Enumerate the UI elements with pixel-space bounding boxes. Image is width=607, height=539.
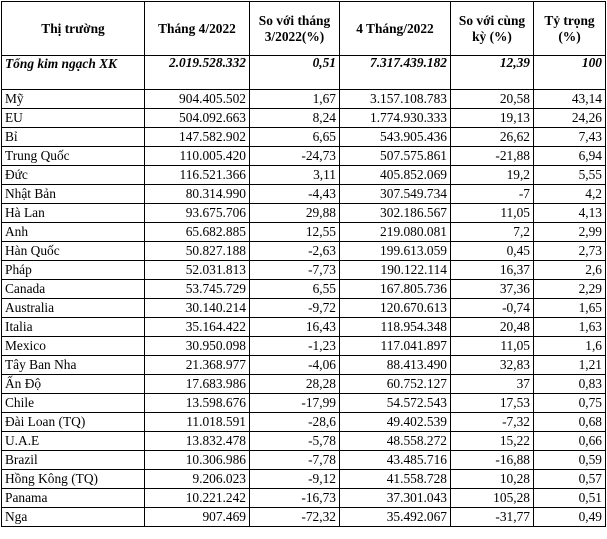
share-cell: 4,2	[534, 185, 606, 204]
month-value-cell: 116.521.366	[145, 166, 250, 185]
vs-period-cell: 20,48	[451, 318, 534, 337]
market-name-cell: Mỹ	[2, 90, 145, 109]
month-value-cell: 904.405.502	[145, 90, 250, 109]
share-cell: 4,13	[534, 204, 606, 223]
share-cell: 2,73	[534, 242, 606, 261]
four-month-value-cell: 43.485.716	[340, 451, 451, 470]
market-name-cell: Hàn Quốc	[2, 242, 145, 261]
four-month-value-cell: 117.041.897	[340, 337, 451, 356]
market-name-cell: Pháp	[2, 261, 145, 280]
vs-month-cell: -1,23	[250, 337, 340, 356]
table-row	[2, 223, 606, 242]
month-value-cell: 13.598.676	[145, 394, 250, 413]
market-name-cell: Tây Ban Nha	[2, 356, 145, 375]
share-cell: 2,99	[534, 223, 606, 242]
month-value-cell: 9.206.023	[145, 470, 250, 489]
vs-period-cell: 32,83	[451, 356, 534, 375]
table-row	[2, 489, 606, 508]
vs-period-cell: 0,45	[451, 242, 534, 261]
month-value-cell: 52.031.813	[145, 261, 250, 280]
market-name-cell: Mexico	[2, 337, 145, 356]
market-name-cell: Hà Lan	[2, 204, 145, 223]
month-value-cell: 65.682.885	[145, 223, 250, 242]
market-name-cell: Australia	[2, 299, 145, 318]
share-cell: 0,49	[534, 508, 606, 527]
share-cell: 0,66	[534, 432, 606, 451]
table-row	[2, 318, 606, 337]
table-row	[2, 90, 606, 109]
market-name-cell: Canada	[2, 280, 145, 299]
market-name-cell: Panama	[2, 489, 145, 508]
header-4-months-2022: 4 Tháng/2022	[340, 2, 451, 56]
market-name-cell: Anh	[2, 223, 145, 242]
vs-month-cell: -28,6	[250, 413, 340, 432]
vs-month-cell: -16,73	[250, 489, 340, 508]
table-row	[2, 280, 606, 299]
market-name-cell: Nhật Bản	[2, 185, 145, 204]
share-cell: 1,63	[534, 318, 606, 337]
vs-month-cell: 29,88	[250, 204, 340, 223]
four-month-value-cell: 37.301.043	[340, 489, 451, 508]
vs-month-cell: -9,12	[250, 470, 340, 489]
vs-month-cell: -4,06	[250, 356, 340, 375]
four-month-value-cell: 405.852.069	[340, 166, 451, 185]
share-cell: 0,68	[534, 413, 606, 432]
four-month-value-cell: 48.558.272	[340, 432, 451, 451]
share-cell: 24,26	[534, 109, 606, 128]
share-cell: 1,6	[534, 337, 606, 356]
vs-period-cell: -21,88	[451, 147, 534, 166]
month-value-cell: 11.018.591	[145, 413, 250, 432]
vs-month-cell: 8,24	[250, 109, 340, 128]
four-month-value-cell: 507.575.861	[340, 147, 451, 166]
table-row	[2, 470, 606, 489]
vs-period-cell: -7	[451, 185, 534, 204]
share-cell: 0,75	[534, 394, 606, 413]
share-cell: 1,21	[534, 356, 606, 375]
four-month-value-cell: 302.186.567	[340, 204, 451, 223]
share-cell: 0,57	[534, 470, 606, 489]
month-value-cell: 30.950.098	[145, 337, 250, 356]
share-cell: 1,65	[534, 299, 606, 318]
vs-period-cell: 37,36	[451, 280, 534, 299]
vs-month-cell: -5,78	[250, 432, 340, 451]
vs-period-cell: -16,88	[451, 451, 534, 470]
four-month-value-cell: 167.805.736	[340, 280, 451, 299]
share-cell: 7,43	[534, 128, 606, 147]
vs-month-cell: 1,67	[250, 90, 340, 109]
vs-month-cell: 6,65	[250, 128, 340, 147]
header-row	[2, 2, 606, 56]
vs-period-cell: 11,05	[451, 204, 534, 223]
total-4-months: 7.317.439.182	[340, 56, 451, 90]
four-month-value-cell: 307.549.734	[340, 185, 451, 204]
vs-month-cell: -4,43	[250, 185, 340, 204]
market-name-cell: Đài Loan (TQ)	[2, 413, 145, 432]
vs-period-cell: -7,32	[451, 413, 534, 432]
total-row	[2, 56, 606, 90]
market-name-cell: Brazil	[2, 451, 145, 470]
table-row	[2, 394, 606, 413]
table-row	[2, 166, 606, 185]
total-month-value: 2.019.528.332	[145, 56, 250, 90]
market-name-cell: Italia	[2, 318, 145, 337]
share-cell: 5,55	[534, 166, 606, 185]
table-row	[2, 185, 606, 204]
vs-month-cell: 16,43	[250, 318, 340, 337]
four-month-value-cell: 35.492.067	[340, 508, 451, 527]
table-row	[2, 109, 606, 128]
month-value-cell: 110.005.420	[145, 147, 250, 166]
four-month-value-cell: 543.905.436	[340, 128, 451, 147]
share-cell: 2,6	[534, 261, 606, 280]
four-month-value-cell: 60.752.127	[340, 375, 451, 394]
header-market: Thị trường	[2, 2, 145, 56]
month-value-cell: 907.469	[145, 508, 250, 527]
four-month-value-cell: 118.954.348	[340, 318, 451, 337]
four-month-value-cell: 219.080.081	[340, 223, 451, 242]
four-month-value-cell: 41.558.728	[340, 470, 451, 489]
month-value-cell: 50.827.188	[145, 242, 250, 261]
market-name-cell: Trung Quốc	[2, 147, 145, 166]
month-value-cell: 30.140.214	[145, 299, 250, 318]
market-name-cell: Bỉ	[2, 128, 145, 147]
share-cell: 6,94	[534, 147, 606, 166]
vs-period-cell: 37	[451, 375, 534, 394]
vs-month-cell: 28,28	[250, 375, 340, 394]
share-cell: 0,51	[534, 489, 606, 508]
share-cell: 43,14	[534, 90, 606, 109]
month-value-cell: 17.683.986	[145, 375, 250, 394]
vs-month-cell: -7,78	[250, 451, 340, 470]
month-value-cell: 93.675.706	[145, 204, 250, 223]
share-cell: 0,59	[534, 451, 606, 470]
export-market-table	[1, 1, 606, 527]
vs-period-cell: 15,22	[451, 432, 534, 451]
market-name-cell: Ấn Độ	[2, 375, 145, 394]
market-name-cell: U.A.E	[2, 432, 145, 451]
market-name-cell: Nga	[2, 508, 145, 527]
vs-period-cell: 20,58	[451, 90, 534, 109]
vs-period-cell: 19,2	[451, 166, 534, 185]
header-month-4-2022: Tháng 4/2022	[145, 2, 250, 56]
share-cell: 0,83	[534, 375, 606, 394]
month-value-cell: 80.314.990	[145, 185, 250, 204]
vs-period-cell: 19,13	[451, 109, 534, 128]
vs-period-cell: 10,28	[451, 470, 534, 489]
header-vs-same-period: So với cùng kỳ (%)	[451, 2, 534, 56]
vs-period-cell: -0,74	[451, 299, 534, 318]
vs-month-cell: 3,11	[250, 166, 340, 185]
vs-period-cell: 17,53	[451, 394, 534, 413]
four-month-value-cell: 49.402.539	[340, 413, 451, 432]
four-month-value-cell: 3.157.108.783	[340, 90, 451, 109]
four-month-value-cell: 88.413.490	[340, 356, 451, 375]
table-row	[2, 432, 606, 451]
vs-month-cell: 12,55	[250, 223, 340, 242]
total-share: 100	[534, 56, 606, 90]
total-vs-month: 0,51	[250, 56, 340, 90]
header-vs-month-3: So với tháng 3/2022(%)	[250, 2, 340, 56]
total-vs-period: 12,39	[451, 56, 534, 90]
table-row	[2, 337, 606, 356]
table-row	[2, 128, 606, 147]
table-row	[2, 451, 606, 470]
four-month-value-cell: 190.122.114	[340, 261, 451, 280]
vs-period-cell: -31,77	[451, 508, 534, 527]
table-row	[2, 413, 606, 432]
four-month-value-cell: 120.670.613	[340, 299, 451, 318]
table-row	[2, 261, 606, 280]
month-value-cell: 35.164.422	[145, 318, 250, 337]
month-value-cell: 10.221.242	[145, 489, 250, 508]
vs-period-cell: 16,37	[451, 261, 534, 280]
table-row	[2, 242, 606, 261]
month-value-cell: 10.306.986	[145, 451, 250, 470]
table-row	[2, 356, 606, 375]
four-month-value-cell: 199.613.059	[340, 242, 451, 261]
month-value-cell: 147.582.902	[145, 128, 250, 147]
market-name-cell: EU	[2, 109, 145, 128]
vs-month-cell: -24,73	[250, 147, 340, 166]
market-name-cell: Hồng Kông (TQ)	[2, 470, 145, 489]
vs-month-cell: -9,72	[250, 299, 340, 318]
vs-period-cell: 26,62	[451, 128, 534, 147]
table-row	[2, 375, 606, 394]
market-name-cell: Đức	[2, 166, 145, 185]
vs-period-cell: 7,2	[451, 223, 534, 242]
total-label: Tổng kim ngạch XK	[2, 56, 145, 90]
header-share: Tỷ trọng (%)	[534, 2, 606, 56]
vs-month-cell: -17,99	[250, 394, 340, 413]
table-row	[2, 299, 606, 318]
vs-month-cell: -2,63	[250, 242, 340, 261]
vs-month-cell: -7,73	[250, 261, 340, 280]
month-value-cell: 21.368.977	[145, 356, 250, 375]
vs-month-cell: 6,55	[250, 280, 340, 299]
table-row	[2, 508, 606, 527]
table-row	[2, 204, 606, 223]
market-name-cell: Chile	[2, 394, 145, 413]
vs-period-cell: 11,05	[451, 337, 534, 356]
month-value-cell: 504.092.663	[145, 109, 250, 128]
share-cell: 2,29	[534, 280, 606, 299]
four-month-value-cell: 54.572.543	[340, 394, 451, 413]
month-value-cell: 13.832.478	[145, 432, 250, 451]
month-value-cell: 53.745.729	[145, 280, 250, 299]
vs-period-cell: 105,28	[451, 489, 534, 508]
table-row	[2, 147, 606, 166]
vs-month-cell: -72,32	[250, 508, 340, 527]
four-month-value-cell: 1.774.930.333	[340, 109, 451, 128]
